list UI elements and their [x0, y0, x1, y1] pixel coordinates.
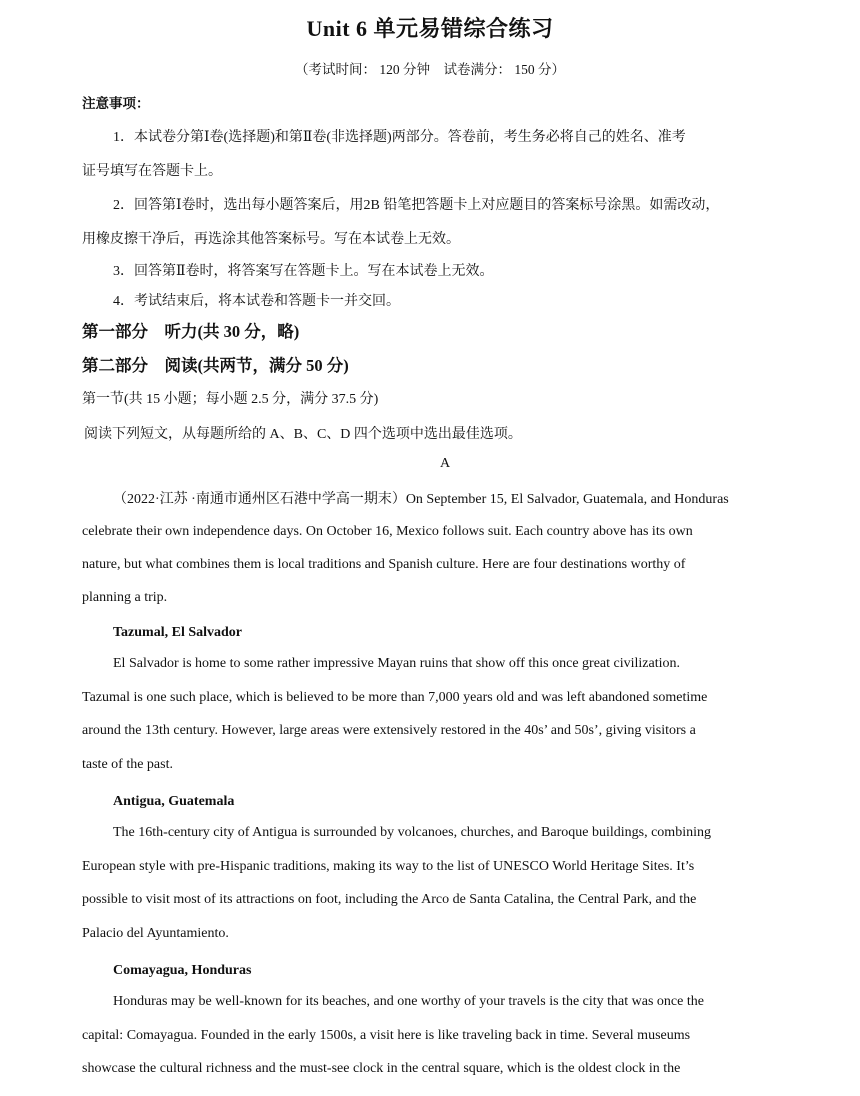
passage-line: The 16th-century city of Antigua is surrounded by volcanoes, churches, and Baroque buildings, combining [113, 825, 711, 840]
section-heading: Antigua, Guatemala [113, 794, 235, 809]
notice-line: 4．考试结束后，将本试卷和答题卡一并交回。 [113, 294, 400, 309]
part2-heading: 第二部分 阅读(共两节，满分 50 分) [82, 356, 349, 375]
passage-line: taste of the past. [82, 757, 173, 772]
section-heading: Comayagua, Honduras [113, 963, 252, 978]
passage-line: celebrate their own independence days. On October 16, Mexico follows suit. Each country above has its own [82, 524, 693, 539]
section-heading: Tazumal, El Salvador [113, 625, 243, 640]
notice-line: 证号填写在答题卡上。 [82, 164, 222, 179]
notice-line: 3．回答第Ⅱ卷时，将答案写在答题卡上。写在本试卷上无效。 [113, 264, 494, 279]
passage-line: Tazumal is one such place, which is believed to be more than 7,000 years old and was left abandoned sometime [82, 690, 708, 705]
passage-label: A [439, 456, 451, 471]
passage-line: Palacio del Ayuntamiento. [82, 926, 229, 941]
passage-line: European style with pre-Hispanic traditions, making its way to the list of UNESCO World Heritage Sites. It’s [82, 859, 695, 874]
passage-line: Honduras may be well-known for its beaches, and one worthy of your travels is the city that was once the [113, 994, 704, 1009]
notice-heading: 注意事项： [82, 96, 150, 111]
passage-line: capital: Comayagua. Founded in the early 1500s, a visit here is like traveling back in time. Several museums [82, 1028, 691, 1043]
passage-line: nature, but what combines them is local traditions and Spanish culture. Here are four destinations worthy of [82, 557, 686, 572]
part1-heading: 第一部分 听力(共 30 分，略) [82, 322, 300, 341]
notice-line: 1．本试卷分第Ⅰ卷(选择题)和第Ⅱ卷(非选择题)两部分。答卷前，考生务必将自己的姓名、准考 [113, 130, 686, 145]
notice-line: 用橡皮擦干净后，再选涂其他答案标号。写在本试卷上无效。 [82, 232, 460, 247]
passage-line: around the 13th century. However, large areas were extensively restored in the 40s’ and 50s’, giving visitors a [82, 723, 696, 738]
passage-line: planning a trip. [82, 590, 168, 605]
page-title: Unit 6 单元易错综合练习 [306, 16, 554, 41]
notice-line: 2．回答第Ⅰ卷时，选出每小题答案后，用2B 铅笔把答题卡上对应题目的答案标号涂黑。如需改动， [113, 198, 720, 213]
passage-line: El Salvador is home to some rather impressive Mayan ruins that show off this once great civilization. [113, 656, 680, 671]
section1-heading: 第一节(共 15 小题；每小题 2.5 分，满分 37.5 分) [82, 392, 379, 407]
exam-info: （考试时间： 120 分钟 试卷满分： 150 分） [295, 62, 565, 77]
passage-line: showcase the cultural richness and the must-see clock in the central square, which is the oldest clock in the [82, 1061, 681, 1076]
passage-line: possible to visit most of its attractions on foot, including the Arco de Santa Catalina, the Central Park, and the [82, 892, 697, 907]
instruction: 阅读下列短文，从每题所给的 A、B、C、D 四个选项中选出最佳选项。 [84, 427, 522, 442]
passage-line: （2022·江苏 ·南通市通州区石港中学高一期末）On September 15, El Salvador, Guatemala, and Honduras [113, 492, 729, 507]
